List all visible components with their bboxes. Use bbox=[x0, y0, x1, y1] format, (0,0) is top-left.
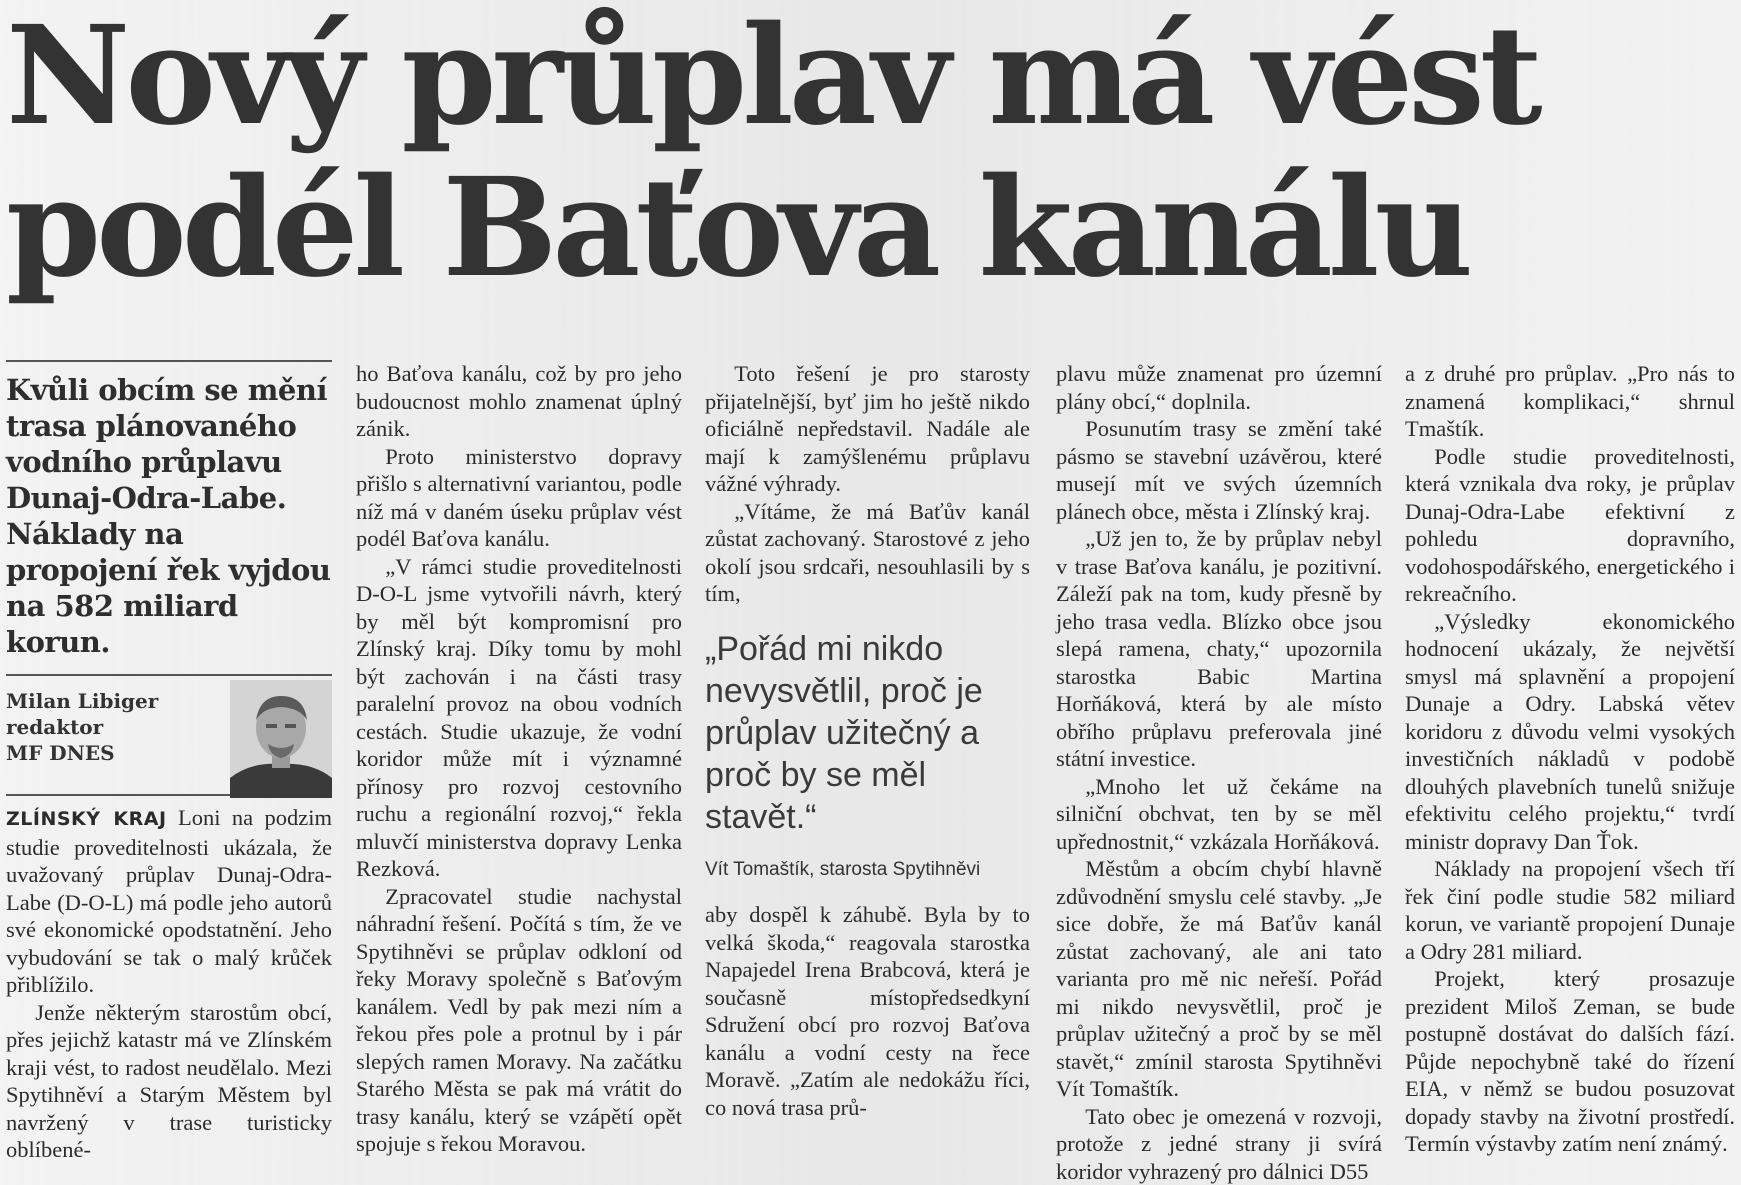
author-photo bbox=[230, 680, 332, 798]
author-name: Milan Libiger bbox=[6, 688, 158, 714]
pull-quote-text: „Pořád mi nikdo nevysvětlil, proč je průplav užitečný a proč by se měl stavět.“ bbox=[705, 628, 1030, 838]
paragraph: Projekt, který prosazuje prezident Miloš Zeman, se bude postupně dostávat do dalších fází. Půjde nepochybně také do řízení EIA, v němž se budou posuzovat dopady stavby na životní prostředí. Termín výstavby zatím není známý. bbox=[1405, 965, 1735, 1158]
paragraph: Jenže některým starostům obcí, přes jejichž katastr má ve Zlínském kraji vést, to radost neudělalo. Mezi Spytihněví a Starým Městem byl navržený v trase turisticky oblíbené- bbox=[6, 999, 332, 1164]
paragraph: Proto ministerstvo dopravy přišlo s alternativní variantou, podle níž má v daném úseku průplav vést podél Baťova kanálu. bbox=[356, 443, 682, 553]
paragraph: Toto řešení je pro starosty přijatelnější, byť jim ho ještě nikdo oficiálně nepředstavil. Nadále ale mají k zamýšlenému průplavu vážné výhrady. bbox=[705, 360, 1030, 498]
paragraph: aby dospěl k záhubě. Byla by to velká škoda,“ reagovala starostka Napajedel Irena Brabcová, která je současně místopředsedkyní Sdružení obcí pro rozvoj Baťova kanálu a vodní cesty na řece Moravě. „Zatím ale nedokážu říci, co nová trasa prů- bbox=[705, 901, 1030, 1121]
paragraph: „Výsledky ekonomického hodnocení ukázaly, že největší smysl má splavnění a propojení Dunaje a Odry. Labská větev koridoru z důvodu velmi vysokých investičních nákladů v podobě dlouhých plavebních tunelů snižuje efektivitu celého projektu,“ tvrdí ministr dopravy Dan Ťok. bbox=[1405, 608, 1735, 856]
paragraph: Podle studie proveditelnosti, která vznikala dva roky, je průplav Dunaj-Odra-Labe efektivní z pohledu dopravního, vodohospodářského, energetického i rekreačního. bbox=[1405, 443, 1735, 608]
headline: Nový průplav má vést podél Baťova kanálu bbox=[6, 0, 1726, 304]
kicker-location: ZLÍNSKÝ KRAJ bbox=[6, 808, 167, 830]
byline-text bbox=[6, 688, 158, 766]
column-2 bbox=[356, 360, 682, 1080]
perex-top-rule bbox=[6, 360, 332, 362]
paragraph: ho Baťova kanálu, což by pro jeho budoucnost mohlo znamenat úplný zánik. bbox=[356, 360, 682, 443]
paragraph: Posunutím trasy se změní také pásmo se stavební uzávěrou, které musejí mít ve svých územních plánech obce, města i Zlínský kraj. bbox=[1056, 415, 1382, 525]
paragraph: Městům a obcím chybí hlavně zdůvodnění smyslu celé stavby. „Je sice dobře, že má Baťův kanál zůstat zachovaný, ale ani tato varianta pro mě nic neřeší. Pořád mi nikdo nevysvětlil, proč je průplav užitečný a proč by se měl stavět,“ zmínil starosta Spytihněvi Vít Tomaštík. bbox=[1056, 855, 1382, 1103]
pull-quote-author: Vít Tomaštík, starosta Spytihněvi bbox=[705, 856, 1030, 884]
column-1 bbox=[6, 360, 332, 1080]
author-outlet: MF DNES bbox=[6, 740, 158, 766]
author-role: redaktor bbox=[6, 714, 158, 740]
paragraph: „Už jen to, že by průplav nebyl v trase Baťova kanálu, je pozitivní. Záleží pak na tom, kudy přesně by jeho trasa vedla. Blízko obce jsou slepá ramena, chaty,“ upozornila starostka Babic Martina Horňáková, která by ale místo obřího průplavu preferovala jiné státní investice. bbox=[1056, 525, 1382, 773]
paragraph: „Vítáme, že má Baťův kanál zůstat zachovaný. Starostové z jeho okolí jsou srdcaři, nesouhlasili by s tím, bbox=[705, 498, 1030, 608]
paragraph: a z druhé pro průplav. „Pro nás to znamená komplikaci,“ shrnul Tmaštík. bbox=[1405, 360, 1735, 443]
perex: Kvůli obcím se mění trasa plánovaného vodního průplavu Dunaj-Odra-Labe. Náklady na propojení řek vyjdou na 582 miliard korun. bbox=[6, 372, 332, 660]
paragraph: plavu může znamenat pro územní plány obcí,“ doplnila. bbox=[1056, 360, 1382, 415]
column-4 bbox=[1056, 360, 1382, 1080]
pull-quote bbox=[705, 628, 1030, 884]
paragraph: Zpracovatel studie nachystal náhradní řešení. Počítá s tím, že ve Spytihněvi se průplav odkloní od řeky Moravy společně s Baťovým kanálem. Vedl by pak mezi ním a řekou přes pole a protnul by i pár slepých ramen Moravy. Na začátku Starého Města se pak má vrátit do trasy kanálu, který se vzápětí opět spojuje s řekou Moravou. bbox=[356, 883, 682, 1158]
paragraph: Náklady na propojení všech tří řek činí podle studie 582 miliard korun, ve variantě propojení Dunaje a Odry 281 miliard. bbox=[1405, 855, 1735, 965]
paragraph: ZLÍNSKÝ KRAJ Loni na podzim studie proveditelnosti ukázala, že uvažovaný průplav Dunaj-Odra-Labe (D-O-L) má podle jeho autorů své ekonomické opodstatnění. Jeho vybudování se tak o malý krůček přiblížilo. bbox=[6, 804, 332, 999]
column-3 bbox=[705, 360, 1030, 1080]
byline bbox=[6, 676, 332, 794]
paragraph: Tato obec je omezená v rozvoji, protože z jedné strany ji svírá koridor vyhrazený pro dálnici D55 bbox=[1056, 1103, 1382, 1185]
paragraph: „V rámci studie proveditelnosti D-O-L jsme vytvořili návrh, který by měl být kompromisní pro Zlínský kraj. Díky tomu by mohl být zachován i na části trasy paralelní provoz na obou vodních cestách. Studie ukazuje, že vodní koridor může mít i významné přínosy pro rozvoj cestovního ruchu a regionální rozvoj,“ řekla mluvčí ministerstva dopravy Lenka Rezková. bbox=[356, 553, 682, 883]
column-5 bbox=[1405, 360, 1735, 1080]
paragraph: „Mnoho let už čekáme na silniční obchvat, ten by se měl upřednostnit,“ vzkázala Horňáková. bbox=[1056, 773, 1382, 856]
